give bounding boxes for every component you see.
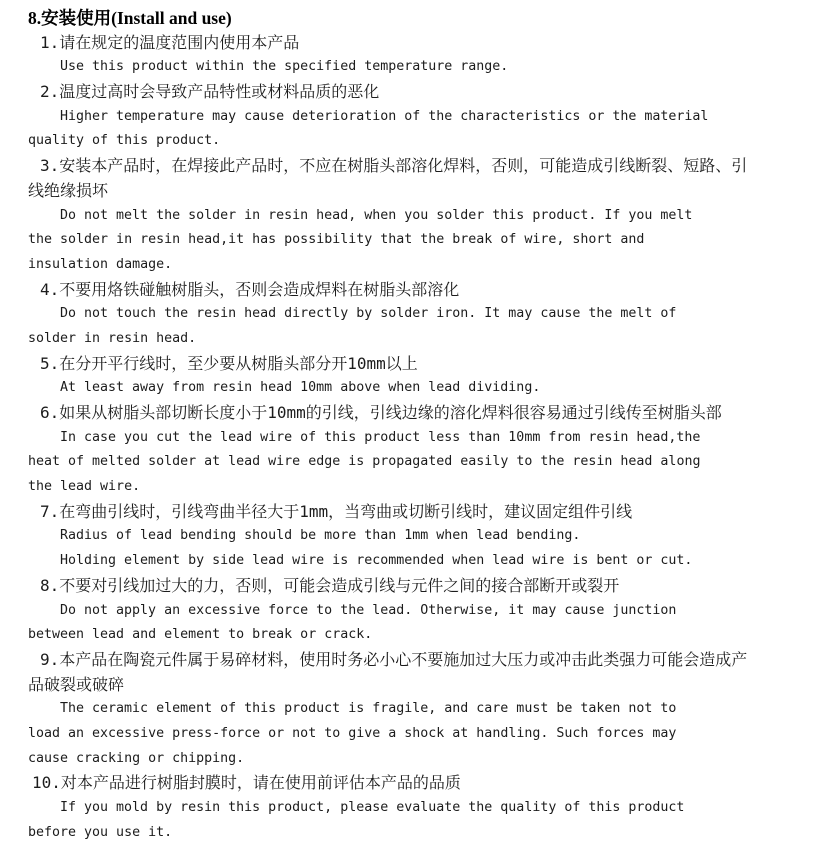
instruction-line-en: Holding element by side lead wire is recommended when lead wire is bent or cut. (60, 553, 693, 569)
instruction-line-en: Do not melt the solder in resin head, when you solder this product. If you melt (60, 207, 693, 223)
instruction-line-en: Do not apply an excessive force to the lead. Otherwise, it may cause junction (60, 602, 677, 618)
instruction-line-cn: 2.温度过高时会导致产品特性或材料品质的恶化 (40, 82, 380, 102)
continuation-line-en: the lead wire. (28, 479, 141, 495)
section-title: 8.安装使用(Install and use) (28, 8, 232, 28)
continuation-line-en: the solder in resin head,it has possibility that the break of wire, short and (28, 232, 645, 248)
instruction-line-cn: 4.不要用烙铁碰触树脂头，否则会造成焊料在树脂头部溶化 (40, 279, 460, 299)
instruction-line-en: In case you cut the lead wire of this product less than 10mm from resin head,the (60, 429, 701, 445)
continuation-line-cn: 品破裂或破碎 (28, 674, 125, 694)
instruction-line-cn: 9.本产品在陶瓷元件属于易碎材料，使用时务必小心不要施加过大压力或冲击此类强力可能会造成产 (40, 649, 748, 669)
continuation-line-en: insulation damage. (28, 256, 173, 272)
instruction-line-en: If you mold by resin this product, please evaluate the quality of this product (60, 800, 685, 815)
instruction-line-en: Use this product within the specified temperature range. (60, 59, 509, 75)
continuation-line-en: solder in resin head. (28, 330, 197, 346)
instruction-line-en: Higher temperature may cause deterioration of the characteristics or the material (60, 108, 709, 124)
instruction-line-cn: 7.在弯曲引线时，引线弯曲半径大于1mm，当弯曲或切断引线时，建议固定组件引线 (40, 501, 633, 521)
instruction-line-cn: 10.对本产品进行树脂封膜时，请在使用前评估本产品的品质 (32, 773, 461, 793)
continuation-line-en: cause cracking or chipping. (28, 750, 245, 766)
instruction-line-en: At least away from resin head 10mm above when lead dividing. (60, 380, 541, 396)
continuation-line-en: between lead and element to break or crack. (28, 627, 373, 643)
continuation-line-cn: 线绝缘损坏 (28, 180, 109, 200)
instruction-line-en: Radius of lead bending should be more than 1mm when lead bending. (60, 528, 581, 544)
instruction-line-cn: 8.不要对引线加过大的力，否则，可能会造成引线与元件之间的接合部断开或裂开 (40, 575, 620, 595)
instruction-line-en: The ceramic element of this product is fragile, and care must be taken not to (60, 701, 677, 717)
instruction-line-cn: 3.安装本产品时，在焊接此产品时，不应在树脂头部溶化焊料，否则，可能造成引线断裂、短路、引 (40, 156, 748, 176)
continuation-line-en: quality of this product. (28, 133, 221, 149)
continuation-line-en: before you use it. (28, 824, 173, 840)
continuation-line-en: load an excessive press-force or not to give a shock at handling. Such forces may (28, 725, 677, 741)
continuation-line-en: heat of melted solder at lead wire edge is propagated easily to the resin head along (28, 454, 701, 470)
instruction-line-cn: 1.请在规定的温度范围内使用本产品 (40, 32, 300, 52)
instruction-line-cn: 5.在分开平行线时，至少要从树脂头部分开10mm以上 (40, 353, 418, 373)
instruction-line-en: Do not touch the resin head directly by solder iron. It may cause the melt of (60, 306, 677, 322)
instruction-line-cn: 6.如果从树脂头部切断长度小于10mm的引线，引线边缘的溶化焊料很容易通过引线传至树脂头部 (40, 403, 722, 422)
